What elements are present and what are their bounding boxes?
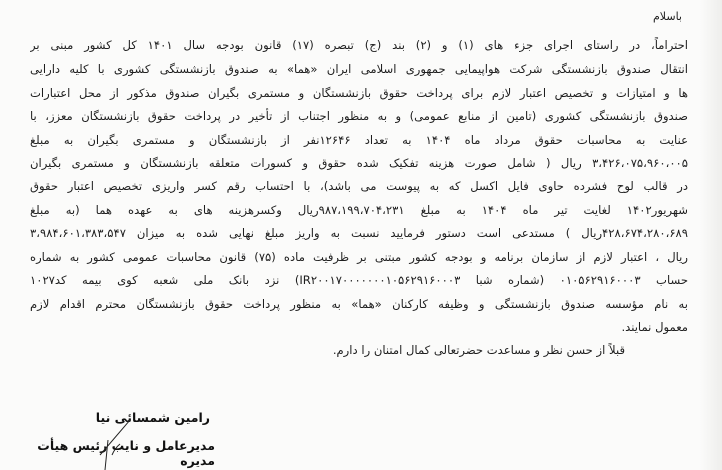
scan-edge-shadow bbox=[700, 0, 722, 470]
body-line: حساب ۰۱۰۵۶۲۹۱۶۰۰۰۳ (شماره شبا IR۲۰۰۱۷۰۰۰۰۰۰۰۱۰۵۶۲۹۱۶۰۰۰۳) نزد بانک ملی شعبه کوی بیمه کد۱۰۲۷ bbox=[30, 273, 688, 287]
body-line: ۳،۴۲۶،۰۷۵،۹۶۰،۰۰۵ ریال ( شامل صورت هزینه تفکیک شده حقوق و کسورات متعلقه بازنشستگان و مستمری بگیران bbox=[30, 156, 688, 170]
body-line: انتقال صندوق بازنشستگی شرکت هواپیمایی جمهوری اسلامی ایران «هما» به صندوق بازنشستگی کشوری با کلیه دارایی bbox=[30, 62, 688, 76]
body-line: ۴۲۸،۶۷۴،۲۸۰،۶۸۹ریال ) مستدعی است دستور فرمایید نسبت به واریز مبلغ نهایی شده به میزان ۳،۹۸۴،۶۰۱،۳۸۳،۵۴۷ bbox=[30, 226, 688, 240]
greeting: باسلام bbox=[652, 10, 682, 23]
body-line: در قالب لوح فشرده حاوی فایل اکسل که به پیوست می باشد)، با احتساب رقم کسر واریزی تخصیص اعتبار حقوق bbox=[30, 179, 688, 193]
body-line: عنایت به محاسبات حقوق مرداد ماه ۱۴۰۴ به تعداد ۱۲۶۴۶نفر از بازنشستگان و مستمری بگیران به مبلغ bbox=[30, 133, 688, 147]
body-line: معمول نمایند. bbox=[621, 320, 688, 334]
signer-name: رامین شمسائی نیا bbox=[95, 410, 210, 425]
body-line: ها و امتیازات و تخصیص اعتبار لازم برای پرداخت حقوق بازنشستگان و مستمری بگیران صندوق مذکور از محل اعتبارات bbox=[30, 86, 688, 100]
closing-line: قبلاً از حسن نظر و مساعدت حضرتعالی کمال امتنان را دارم. bbox=[332, 343, 625, 357]
handwritten-signature bbox=[60, 400, 140, 470]
body-line: به نام مؤسسه صندوق بازنشستگی و وظیفه کارکنان «هما» به منظور پرداخت حقوق بازنشستگان محترم اقدام لازم bbox=[30, 297, 688, 311]
body-line: احتراماً، در راستای اجرای جزء های (۱) و (۲) بند (ج) تبصره (۱۷) قانون بودجه سال ۱۴۰۱ کل کشور مبنی بر bbox=[30, 38, 688, 52]
signer-title: مدیرعامل و نایب رئیس هیأت مدیره bbox=[37, 438, 215, 468]
body-line: ریال ، اعتبار لازم از سازمان برنامه و بودجه کشور مبتنی بر ظرفیت ماده (۷۵) قانون محاسبات عمومی کشور به شماره bbox=[30, 250, 688, 264]
body-line: شهریور۱۴۰۲ لغایت تیر ماه ۱۴۰۴ به مبلغ ۹۸۷،۱۹۹،۷۰۴،۲۳۱ریال وکسرهزینه های به عهده هما (به مبلغ bbox=[30, 203, 688, 217]
body-line: صندوق بازنشستگی کشوری (تامین از منابع عمومی) و به منظور اجتناب از تأخیر در پرداخت حقوق بازنشستگان معزز، با bbox=[30, 109, 688, 123]
